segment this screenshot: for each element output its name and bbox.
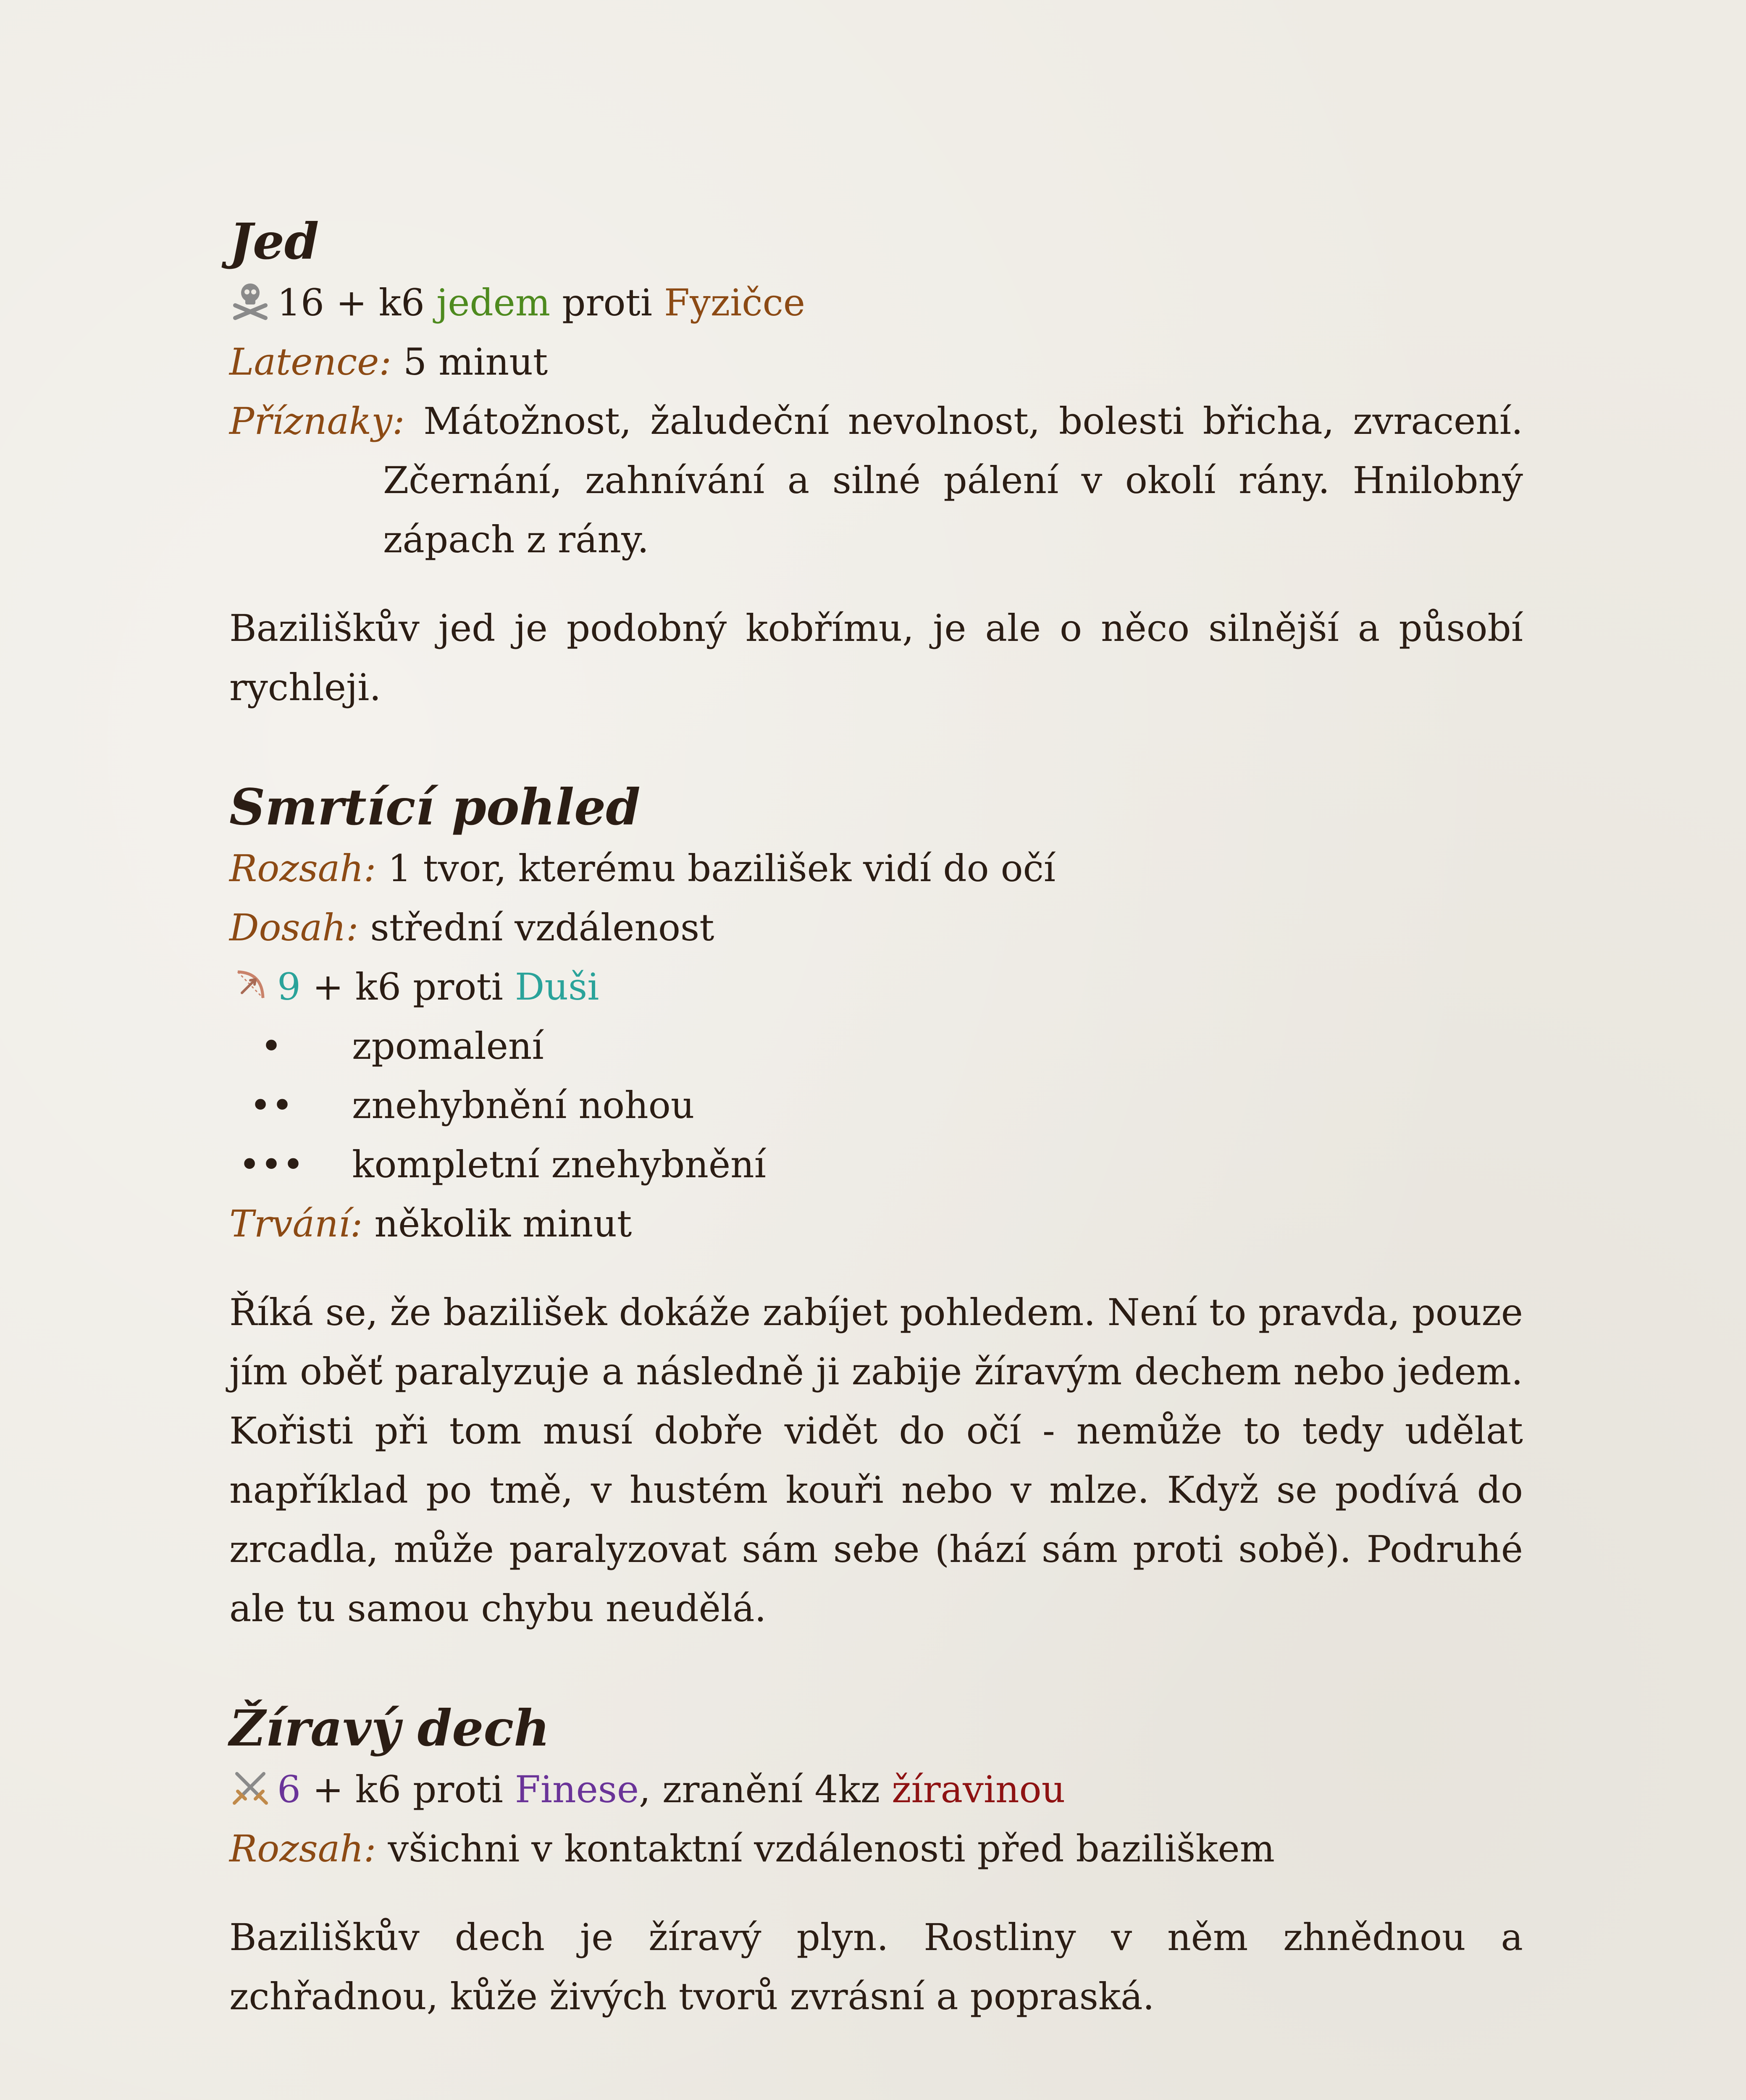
dech-attack-mid: + k6 proti (301, 1768, 515, 1811)
pohled-description: Říká se, že bazilišek dokáže zabíjet pohledem. Není to pravda, pouze jím oběť paralyzuje a následně ji zabije žíravým dechem nebo jedem. Kořisti při tom musí dobře vidět do očí - nemůže to tedy udělat například po tmě, v hustém kouři nebo v mlze. Když se podívá do zrcadla, může paralyzovat sám sebe (hází sám proti sobě). Podruhé ale tu samou chybu neudělá. (229, 1291, 1523, 1630)
latence-value: 5 minut (391, 340, 548, 383)
jed-attack-base: 16 (277, 281, 324, 324)
dosah-value: střední vzdálenost (358, 906, 714, 949)
jed-latence (229, 332, 1523, 391)
crossed-swords-icon (229, 1766, 271, 1808)
effect-text: zpomalení (352, 1024, 544, 1068)
effect-item (229, 1135, 1523, 1194)
dech-attack-attribute: Finese (515, 1768, 639, 1811)
pohled-rozsah (229, 839, 1523, 898)
effect-item (229, 1016, 1523, 1076)
jed-attack-line (229, 273, 1523, 332)
bow-arrow-icon (229, 963, 271, 1005)
rozsah-label: Rozsah: (229, 1827, 376, 1870)
effect-text: kompletní znehybnění (352, 1143, 766, 1186)
jed-priznaky (229, 391, 1523, 569)
skull-crossbones-icon (229, 279, 271, 321)
section-title-pohled: Smrtící pohled (229, 778, 641, 836)
priznaky-value: Mátožnost, žaludeční nevolnost, bolesti břicha, zvracení. Zčernání, zahnívání a silné pálení v okolí rány. Hnilobný zápach z rány. (383, 399, 1523, 561)
dosah-label: Dosah: (229, 906, 359, 949)
jed-attack-against: proti (550, 281, 664, 324)
rozsah-label: Rozsah: (229, 847, 376, 890)
pohled-attack-mid: + k6 proti (301, 965, 515, 1008)
section-title-jed: Jed (229, 212, 319, 270)
jed-attack-type: jedem (436, 281, 551, 324)
latence-label: Latence: (229, 340, 392, 383)
priznaky-label: Příznaky: (229, 399, 405, 443)
pohled-attack-base: 9 (277, 965, 301, 1008)
effect-text: znehybnění nohou (352, 1084, 695, 1127)
rozsah-value: 1 tvor, kterému bazilišek vidí do očí (376, 847, 1056, 890)
dech-attack-base: 6 (277, 1768, 301, 1811)
pohled-attack-attribute: Duši (515, 965, 599, 1008)
section-title-dech: Žíravý dech (229, 1699, 550, 1757)
dech-damage-type: žíravinou (892, 1768, 1066, 1811)
trvani-label: Trvání: (229, 1202, 363, 1245)
effect-dots: • (260, 1024, 282, 1068)
effect-item (229, 1076, 1523, 1135)
trvani-value: několik minut (362, 1202, 632, 1245)
pohled-trvani (229, 1194, 1523, 1253)
dech-damage-prefix: , zranění 4kz (639, 1768, 892, 1811)
dech-rozsah (229, 1819, 1523, 1878)
dech-description: Baziliškův dech je žíravý plyn. Rostliny v něm zhnědnou a zchřadnou, kůže živých tvorů zvrásní a popraská. (229, 1916, 1523, 2018)
page-content (229, 210, 1523, 2026)
effect-dots: ••• (239, 1143, 304, 1186)
jed-description: Baziliškův jed je podobný kobřímu, je ale o něco silnější a působí rychleji. (229, 606, 1523, 709)
jed-attack-mid: + k6 (324, 281, 436, 324)
pohled-dosah (229, 898, 1523, 957)
rozsah-value: všichni v kontaktní vzdálenosti před baziliškem (376, 1827, 1275, 1870)
dech-attack-line (229, 1760, 1523, 1819)
effect-dots: •• (249, 1084, 293, 1127)
jed-attack-attribute: Fyzičce (664, 281, 805, 324)
pohled-attack-line (229, 957, 1523, 1016)
